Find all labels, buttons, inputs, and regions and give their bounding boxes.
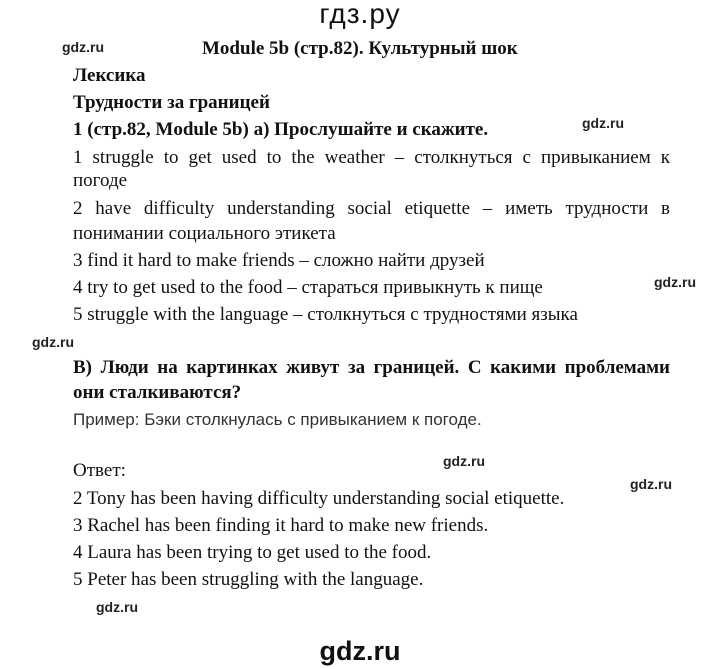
answer-line: 5 Peter has been struggling with the language. bbox=[73, 569, 424, 590]
task-a-heading: 1 (стр.82, Module 5b) а) Прослушайте и скажите. bbox=[73, 119, 489, 140]
task-b-heading: В) Люди на картинках живут за границей. С какими проблемами bbox=[73, 357, 670, 378]
watermark: gdz.ru bbox=[630, 476, 672, 492]
vocab-line: 1 struggle to get used to the weather – столкнуться с привыканием к bbox=[73, 147, 670, 168]
vocab-line: 3 find it hard to make friends – сложно найти друзей bbox=[73, 250, 485, 271]
watermark: gdz.ru bbox=[96, 599, 138, 615]
site-footer-title: gdz.ru bbox=[319, 636, 401, 666]
watermark: gdz.ru bbox=[654, 274, 696, 290]
watermark: gdz.ru bbox=[62, 39, 104, 55]
task-b-example: Пример: Бэки столкнулась с привыканием к погоде. bbox=[73, 410, 482, 429]
watermark: gdz.ru bbox=[32, 334, 74, 350]
module-title: Module 5b (стр.82). Культурный шок bbox=[202, 38, 518, 59]
task-b-heading-cont: они сталкиваются? bbox=[73, 382, 242, 403]
answer-line: 2 Tony has been having difficulty understanding social etiquette. bbox=[73, 488, 565, 509]
vocab-line: погоде bbox=[73, 170, 128, 191]
site-header-title: гдз.ру bbox=[319, 0, 401, 29]
answer-label: Ответ: bbox=[73, 460, 126, 481]
vocab-line: 2 have difficulty understanding social etiquette – иметь трудности в bbox=[73, 198, 670, 219]
watermark: gdz.ru bbox=[443, 453, 485, 469]
vocab-line: 5 struggle with the language – столкнуться с трудностями языка bbox=[73, 304, 578, 325]
subsection-heading: Трудности за границей bbox=[73, 92, 270, 113]
section-heading: Лексика bbox=[73, 65, 146, 86]
answer-line: 4 Laura has been trying to get used to the food. bbox=[73, 542, 432, 563]
vocab-line: понимании социального этикета bbox=[73, 223, 336, 244]
answer-line: 3 Rachel has been finding it hard to make new friends. bbox=[73, 515, 489, 536]
vocab-line: 4 try to get used to the food – стараться привыкнуть к пище bbox=[73, 277, 543, 298]
watermark: gdz.ru bbox=[582, 115, 624, 131]
